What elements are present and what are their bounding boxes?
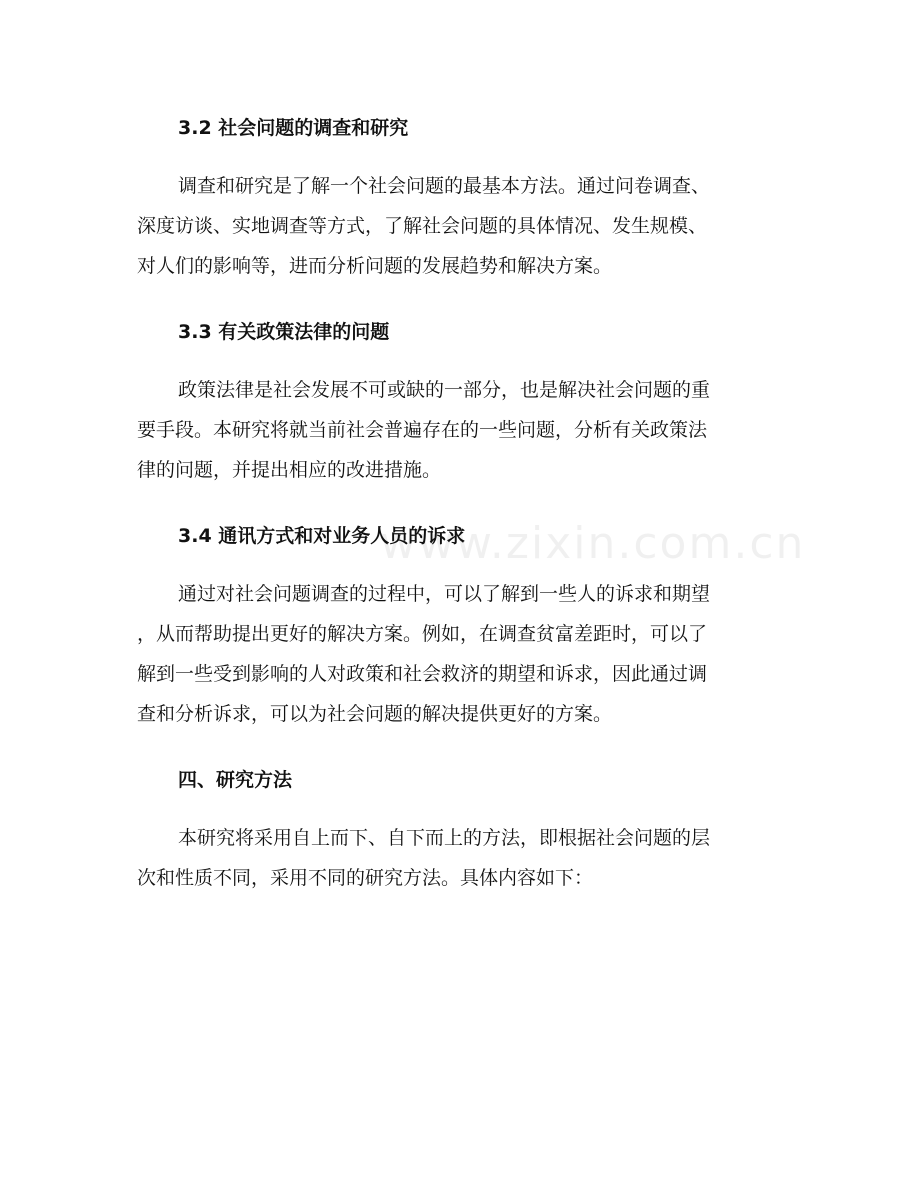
paragraph-line: 调查和研究是了解一个社会问题的最基本方法。通过问卷调查、 [178, 175, 711, 197]
watermark: www.zixin.com.cn [380, 518, 806, 569]
paragraph-3-2 [137, 166, 777, 286]
section-heading-3-2: 3.2 社会问题的调查和研究 [178, 117, 409, 139]
paragraph-line: 解到一些受到影响的人对政策和社会救济的期望和诉求，因此通过调 [137, 663, 708, 685]
paragraph-line: 政策法律是社会发展不可或缺的一部分，也是解决社会问题的重 [178, 379, 711, 401]
paragraph-line: ，从而帮助提出更好的解决方案。例如，在调查贫富差距时，可以了 [137, 623, 708, 645]
section-heading-3-3: 3.3 有关政策法律的问题 [178, 321, 390, 343]
paragraph-3-4 [137, 574, 777, 734]
section-heading-research-methods: 四、研究方法 [178, 769, 293, 791]
paragraph-line: 对人们的影响等，进而分析问题的发展趋势和解决方案。 [137, 255, 613, 277]
paragraph-line: 律的问题，并提出相应的改进措施。 [137, 459, 442, 481]
paragraph-line: 查和分析诉求，可以为社会问题的解决提供更好的方案。 [137, 703, 613, 725]
paragraph-line: 通过对社会问题调查的过程中，可以了解到一些人的诉求和期望 [178, 583, 711, 605]
paragraph-line: 次和性质不同，采用不同的研究方法。具体内容如下： [137, 867, 594, 889]
paragraph-line: 深度访谈、实地调查等方式，了解社会问题的具体情况、发生规模、 [137, 215, 708, 237]
paragraph-research-methods [137, 818, 777, 898]
paragraph-line: 本研究将采用自上而下、自下而上的方法，即根据社会问题的层 [178, 827, 711, 849]
section-heading-3-4: 3.4 通讯方式和对业务人员的诉求 [178, 525, 466, 547]
paragraph-line: 要手段。本研究将就当前社会普遍存在的一些问题，分析有关政策法 [137, 419, 708, 441]
paragraph-3-3 [137, 370, 777, 490]
document-body [137, 108, 777, 898]
